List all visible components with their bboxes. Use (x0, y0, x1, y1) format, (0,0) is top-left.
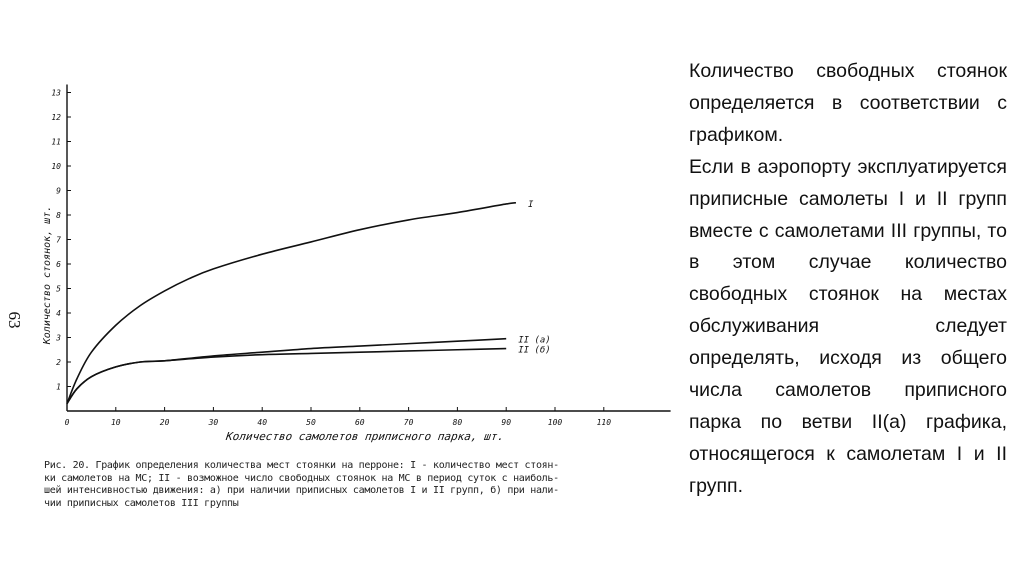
series-label: I (527, 199, 534, 210)
y-tick-label: 4 (56, 309, 61, 318)
x-tick-label: 50 (306, 418, 316, 427)
x-axis-ticks (65, 407, 612, 427)
x-tick-label: 80 (452, 418, 463, 427)
chart-axes (67, 85, 671, 412)
y-tick-label: 8 (56, 211, 61, 220)
series-lines (67, 200, 551, 404)
series-label: II (б) (518, 345, 551, 356)
x-tick-label: 10 (110, 418, 121, 427)
y-tick-label: 3 (56, 333, 61, 343)
x-axis-label: Количество самолетов приписного парка, шт. (225, 430, 505, 443)
caption-line: чии приписных самолетов III группы (44, 497, 239, 509)
series-line-3 (67, 349, 506, 404)
explanation-paragraph: Если в аэропорту эксплуатируется приписные самолеты I и II групп вместе с самолетами III группы, то в этом случае количество свободных стоянок на местах обслуживания следует определять, исходя из общего числа самолетов приписного парка по ветви II(а) графика, относящегося к самолетам I и II групп. (689, 155, 1007, 497)
x-tick-label: 110 (596, 418, 612, 427)
y-tick-label: 12 (51, 113, 61, 122)
y-axis-label: Количество стоянок, шт. (42, 205, 53, 345)
explanation-text (689, 56, 1007, 503)
x-tick-label: 70 (403, 418, 414, 427)
y-tick-label: 2 (56, 358, 61, 367)
y-tick-label: 13 (51, 88, 61, 98)
y-tick-label: 11 (51, 137, 61, 147)
series-label: II (а) (518, 335, 551, 346)
series-line-1 (67, 203, 516, 404)
y-axis-ticks (51, 89, 71, 392)
x-tick-label: 90 (501, 418, 512, 427)
x-tick-label: 60 (354, 418, 365, 427)
x-tick-label: 0 (64, 418, 70, 427)
explanation-paragraph: Количество свободных стоянок определяется в соответствии с графиком. (689, 60, 1007, 146)
y-tick-label: 10 (51, 162, 61, 171)
scanned-figure (0, 60, 680, 530)
x-tick-label: 40 (257, 418, 268, 427)
y-tick-label: 1 (56, 382, 61, 392)
x-tick-label: 30 (208, 418, 219, 427)
y-tick-label: 7 (56, 235, 61, 245)
caption-line: шей интенсивностью движения: а) при наличии приписных самолетов I и II групп, б) при нали- (44, 485, 559, 496)
y-tick-label: 6 (56, 260, 61, 269)
series-line-2 (67, 339, 506, 404)
caption-line: Рис. 20. График определения количества мест стоянки на перроне: I - количество мест стоян- (44, 460, 559, 471)
figure-caption (44, 460, 672, 510)
x-tick-label: 20 (159, 418, 170, 427)
x-tick-label: 100 (547, 418, 563, 427)
page-number: 63 (5, 311, 24, 329)
y-tick-label: 5 (56, 284, 61, 294)
caption-line: ки самолетов на МС; II - возможное число свободных стоянок на МС в период суток с наиболь- (44, 472, 559, 484)
line-chart (0, 60, 680, 460)
y-tick-label: 9 (56, 186, 61, 196)
